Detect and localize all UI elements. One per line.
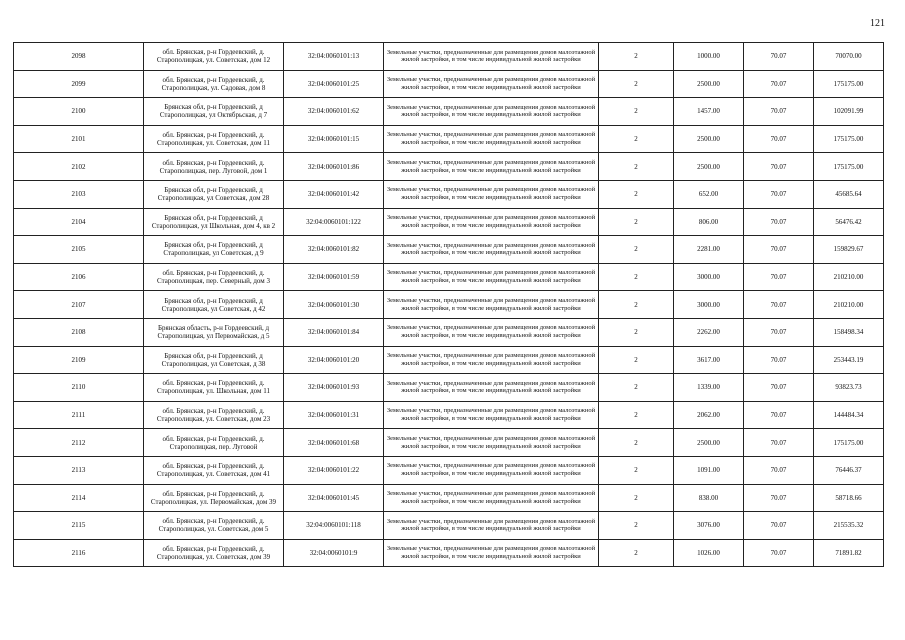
- cadastral-number-cell: 32:04:0060101:122: [284, 208, 384, 236]
- row-number-cell: 2111: [14, 401, 144, 429]
- group-cell: 2: [599, 153, 674, 181]
- table-row: [14, 180, 884, 208]
- cadastral-number-cell: 32:04:0060101:59: [284, 263, 384, 291]
- cadastral-value-cell: 210210.00: [814, 263, 884, 291]
- row-number-cell: 2107: [14, 291, 144, 319]
- land-plot-table: [13, 42, 884, 567]
- address-cell: обл. Брянская, р-н Гордеевский, д. Старополицкая, ул. Советская, дом 12: [144, 43, 284, 71]
- area-cell: 3000.00: [674, 291, 744, 319]
- address-cell: обл. Брянская, р-н Гордеевский, д. Старополицкая, ул. Советская, дом 11: [144, 125, 284, 153]
- cadastral-value-cell: 175175.00: [814, 153, 884, 181]
- group-cell: 2: [599, 263, 674, 291]
- permitted-use-cell: Земельные участки, предназначенные для размещения домов малоэтажной жилой застройки, в том числе индивидуальной жилой застройки: [384, 291, 599, 319]
- cadastral-value-cell: 144484.34: [814, 401, 884, 429]
- permitted-use-cell: Земельные участки, предназначенные для размещения домов малоэтажной жилой застройки, в том числе индивидуальной жилой застройки: [384, 236, 599, 264]
- cadastral-number-cell: 32:04:0060101:84: [284, 318, 384, 346]
- table-row: [14, 208, 884, 236]
- table-row: [14, 291, 884, 319]
- permitted-use-cell: Земельные участки, предназначенные для размещения домов малоэтажной жилой застройки, в том числе индивидуальной жилой застройки: [384, 318, 599, 346]
- address-cell: обл. Брянская, р-н Гордеевский, д. Старополицкая, пер. Луговой, дом 1: [144, 153, 284, 181]
- group-cell: 2: [599, 236, 674, 264]
- specific-value-cell: 70.07: [744, 346, 814, 374]
- group-cell: 2: [599, 539, 674, 567]
- address-cell: Брянская обл, р-н Гордеевский, д Старополицкая, ул Советская, д 9: [144, 236, 284, 264]
- cadastral-value-cell: 175175.00: [814, 70, 884, 98]
- address-cell: Брянская обл, р-н Гордеевский, д Старополицкая, ул Советская, д 38: [144, 346, 284, 374]
- cadastral-number-cell: 32:04:0060101:25: [284, 70, 384, 98]
- cadastral-value-cell: 102091.99: [814, 98, 884, 126]
- cadastral-value-cell: 158498.34: [814, 318, 884, 346]
- permitted-use-cell: Земельные участки, предназначенные для размещения домов малоэтажной жилой застройки, в том числе индивидуальной жилой застройки: [384, 512, 599, 540]
- cadastral-value-cell: 175175.00: [814, 429, 884, 457]
- specific-value-cell: 70.07: [744, 484, 814, 512]
- table-row: [14, 153, 884, 181]
- specific-value-cell: 70.07: [744, 512, 814, 540]
- specific-value-cell: 70.07: [744, 374, 814, 402]
- group-cell: 2: [599, 429, 674, 457]
- specific-value-cell: 70.07: [744, 263, 814, 291]
- specific-value-cell: 70.07: [744, 236, 814, 264]
- row-number-cell: 2109: [14, 346, 144, 374]
- cadastral-value-cell: 70070.00: [814, 43, 884, 71]
- permitted-use-cell: Земельные участки, предназначенные для размещения домов малоэтажной жилой застройки, в том числе индивидуальной жилой застройки: [384, 374, 599, 402]
- row-number-cell: 2101: [14, 125, 144, 153]
- address-cell: Брянская обл, р-н Гордеевский, д Старополицкая, ул Советская, дом 28: [144, 180, 284, 208]
- group-cell: 2: [599, 98, 674, 126]
- address-cell: обл. Брянская, р-н Гордеевский, д. Старополицкая, пер. Северный, дом 3: [144, 263, 284, 291]
- table-row: [14, 346, 884, 374]
- permitted-use-cell: Земельные участки, предназначенные для размещения домов малоэтажной жилой застройки, в том числе индивидуальной жилой застройки: [384, 484, 599, 512]
- row-number-cell: 2115: [14, 512, 144, 540]
- area-cell: 3000.00: [674, 263, 744, 291]
- permitted-use-cell: Земельные участки, предназначенные для размещения домов малоэтажной жилой застройки, в том числе индивидуальной жилой застройки: [384, 539, 599, 567]
- address-cell: обл. Брянская, р-н Гордеевский, д. Старополицкая, ул. Советская, дом 23: [144, 401, 284, 429]
- specific-value-cell: 70.07: [744, 291, 814, 319]
- cadastral-value-cell: 175175.00: [814, 125, 884, 153]
- table-row: [14, 125, 884, 153]
- specific-value-cell: 70.07: [744, 401, 814, 429]
- row-number-cell: 2103: [14, 180, 144, 208]
- address-cell: обл. Брянская, р-н Гордеевский, д. Старополицкая, ул. Советская, дом 39: [144, 539, 284, 567]
- cadastral-value-cell: 71891.82: [814, 539, 884, 567]
- area-cell: 1091.00: [674, 456, 744, 484]
- table-row: [14, 401, 884, 429]
- group-cell: 2: [599, 318, 674, 346]
- group-cell: 2: [599, 180, 674, 208]
- table-body: [14, 43, 884, 567]
- cadastral-value-cell: 58718.66: [814, 484, 884, 512]
- permitted-use-cell: Земельные участки, предназначенные для размещения домов малоэтажной жилой застройки, в том числе индивидуальной жилой застройки: [384, 43, 599, 71]
- cadastral-number-cell: 32:04:0060101:22: [284, 456, 384, 484]
- cadastral-number-cell: 32:04:0060101:86: [284, 153, 384, 181]
- permitted-use-cell: Земельные участки, предназначенные для размещения домов малоэтажной жилой застройки, в том числе индивидуальной жилой застройки: [384, 98, 599, 126]
- cadastral-number-cell: 32:04:0060101:93: [284, 374, 384, 402]
- area-cell: 838.00: [674, 484, 744, 512]
- specific-value-cell: 70.07: [744, 43, 814, 71]
- cadastral-number-cell: 32:04:0060101:30: [284, 291, 384, 319]
- row-number-cell: 2100: [14, 98, 144, 126]
- cadastral-value-cell: 210210.00: [814, 291, 884, 319]
- table-row: [14, 429, 884, 457]
- area-cell: 2281.00: [674, 236, 744, 264]
- area-cell: 1026.00: [674, 539, 744, 567]
- area-cell: 2262.00: [674, 318, 744, 346]
- page-number: 121: [870, 18, 885, 29]
- table-row: [14, 236, 884, 264]
- row-number-cell: 2106: [14, 263, 144, 291]
- table-row: [14, 456, 884, 484]
- address-cell: обл. Брянская, р-н Гордеевский, д. Старополицкая, ул. Советская, дом 41: [144, 456, 284, 484]
- permitted-use-cell: Земельные участки, предназначенные для размещения домов малоэтажной жилой застройки, в том числе индивидуальной жилой застройки: [384, 125, 599, 153]
- specific-value-cell: 70.07: [744, 318, 814, 346]
- area-cell: 652.00: [674, 180, 744, 208]
- permitted-use-cell: Земельные участки, предназначенные для размещения домов малоэтажной жилой застройки, в том числе индивидуальной жилой застройки: [384, 401, 599, 429]
- area-cell: 1457.00: [674, 98, 744, 126]
- row-number-cell: 2099: [14, 70, 144, 98]
- cadastral-number-cell: 32:04:0060101:62: [284, 98, 384, 126]
- area-cell: 2062.00: [674, 401, 744, 429]
- cadastral-number-cell: 32:04:0060101:13: [284, 43, 384, 71]
- group-cell: 2: [599, 125, 674, 153]
- area-cell: 1000.00: [674, 43, 744, 71]
- cadastral-number-cell: 32:04:0060101:68: [284, 429, 384, 457]
- table-row: [14, 70, 884, 98]
- permitted-use-cell: Земельные участки, предназначенные для размещения домов малоэтажной жилой застройки, в том числе индивидуальной жилой застройки: [384, 346, 599, 374]
- area-cell: 806.00: [674, 208, 744, 236]
- cadastral-number-cell: 32:04:0060101:45: [284, 484, 384, 512]
- cadastral-number-cell: 32:04:0060101:20: [284, 346, 384, 374]
- row-number-cell: 2105: [14, 236, 144, 264]
- specific-value-cell: 70.07: [744, 539, 814, 567]
- group-cell: 2: [599, 346, 674, 374]
- cadastral-number-cell: 32:04:0060101:42: [284, 180, 384, 208]
- row-number-cell: 2098: [14, 43, 144, 71]
- cadastral-number-cell: 32:04:0060101:118: [284, 512, 384, 540]
- address-cell: обл. Брянская, р-н Гордеевский, д. Старополицкая, ул. Садовая, дом 8: [144, 70, 284, 98]
- cadastral-number-cell: 32:04:0060101:15: [284, 125, 384, 153]
- table-row: [14, 318, 884, 346]
- address-cell: Брянская обл, р-н Гордеевский, д Старополицкая, ул Октябрьская, д 7: [144, 98, 284, 126]
- cadastral-value-cell: 76446.37: [814, 456, 884, 484]
- row-number-cell: 2116: [14, 539, 144, 567]
- specific-value-cell: 70.07: [744, 153, 814, 181]
- cadastral-number-cell: 32:04:0060101:31: [284, 401, 384, 429]
- area-cell: 2500.00: [674, 125, 744, 153]
- area-cell: 3076.00: [674, 512, 744, 540]
- address-cell: обл. Брянская, р-н Гордеевский, д. Старополицкая, ул. Школьная, дом 11: [144, 374, 284, 402]
- row-number-cell: 2110: [14, 374, 144, 402]
- group-cell: 2: [599, 484, 674, 512]
- table-row: [14, 43, 884, 71]
- cadastral-value-cell: 93823.73: [814, 374, 884, 402]
- cadastral-value-cell: 159829.67: [814, 236, 884, 264]
- specific-value-cell: 70.07: [744, 180, 814, 208]
- specific-value-cell: 70.07: [744, 125, 814, 153]
- row-number-cell: 2108: [14, 318, 144, 346]
- table-row: [14, 512, 884, 540]
- specific-value-cell: 70.07: [744, 456, 814, 484]
- cadastral-number-cell: 32:04:0060101:82: [284, 236, 384, 264]
- specific-value-cell: 70.07: [744, 429, 814, 457]
- area-cell: 2500.00: [674, 70, 744, 98]
- area-cell: 2500.00: [674, 153, 744, 181]
- address-cell: обл. Брянская, р-н Гордеевский, д. Старополицкая, ул. Советская, дом 5: [144, 512, 284, 540]
- table-row: [14, 98, 884, 126]
- area-cell: 1339.00: [674, 374, 744, 402]
- group-cell: 2: [599, 208, 674, 236]
- cadastral-value-cell: 253443.19: [814, 346, 884, 374]
- table-row: [14, 484, 884, 512]
- permitted-use-cell: Земельные участки, предназначенные для размещения домов малоэтажной жилой застройки, в том числе индивидуальной жилой застройки: [384, 153, 599, 181]
- group-cell: 2: [599, 512, 674, 540]
- table-row: [14, 539, 884, 567]
- group-cell: 2: [599, 43, 674, 71]
- group-cell: 2: [599, 456, 674, 484]
- row-number-cell: 2112: [14, 429, 144, 457]
- row-number-cell: 2104: [14, 208, 144, 236]
- group-cell: 2: [599, 70, 674, 98]
- address-cell: Брянская область, р-н Гордеевский, д Старополицкая, ул Первомайская, д 5: [144, 318, 284, 346]
- address-cell: Брянская обл, р-н Гордеевский, д Старополицкая, ул Школьная, дом 4, кв 2: [144, 208, 284, 236]
- address-cell: Брянская обл, р-н Гордеевский, д Старополицкая, ул Советская, д 42: [144, 291, 284, 319]
- table-row: [14, 374, 884, 402]
- row-number-cell: 2113: [14, 456, 144, 484]
- area-cell: 3617.00: [674, 346, 744, 374]
- group-cell: 2: [599, 401, 674, 429]
- permitted-use-cell: Земельные участки, предназначенные для размещения домов малоэтажной жилой застройки, в том числе индивидуальной жилой застройки: [384, 70, 599, 98]
- specific-value-cell: 70.07: [744, 208, 814, 236]
- table-row: [14, 263, 884, 291]
- row-number-cell: 2102: [14, 153, 144, 181]
- cadastral-value-cell: 215535.32: [814, 512, 884, 540]
- permitted-use-cell: Земельные участки, предназначенные для размещения домов малоэтажной жилой застройки, в том числе индивидуальной жилой застройки: [384, 456, 599, 484]
- group-cell: 2: [599, 374, 674, 402]
- permitted-use-cell: Земельные участки, предназначенные для размещения домов малоэтажной жилой застройки, в том числе индивидуальной жилой застройки: [384, 263, 599, 291]
- area-cell: 2500.00: [674, 429, 744, 457]
- permitted-use-cell: Земельные участки, предназначенные для размещения домов малоэтажной жилой застройки, в том числе индивидуальной жилой застройки: [384, 429, 599, 457]
- group-cell: 2: [599, 291, 674, 319]
- cadastral-value-cell: 56476.42: [814, 208, 884, 236]
- cadastral-value-cell: 45685.64: [814, 180, 884, 208]
- permitted-use-cell: Земельные участки, предназначенные для размещения домов малоэтажной жилой застройки, в том числе индивидуальной жилой застройки: [384, 208, 599, 236]
- permitted-use-cell: Земельные участки, предназначенные для размещения домов малоэтажной жилой застройки, в том числе индивидуальной жилой застройки: [384, 180, 599, 208]
- row-number-cell: 2114: [14, 484, 144, 512]
- specific-value-cell: 70.07: [744, 70, 814, 98]
- cadastral-number-cell: 32:04:0060101:9: [284, 539, 384, 567]
- specific-value-cell: 70.07: [744, 98, 814, 126]
- address-cell: обл. Брянская, р-н Гордеевский, д. Старополицкая, ул. Первомайская, дом 39: [144, 484, 284, 512]
- address-cell: обл. Брянская, р-н Гордеевский, д. Старополицкая, пер. Луговой: [144, 429, 284, 457]
